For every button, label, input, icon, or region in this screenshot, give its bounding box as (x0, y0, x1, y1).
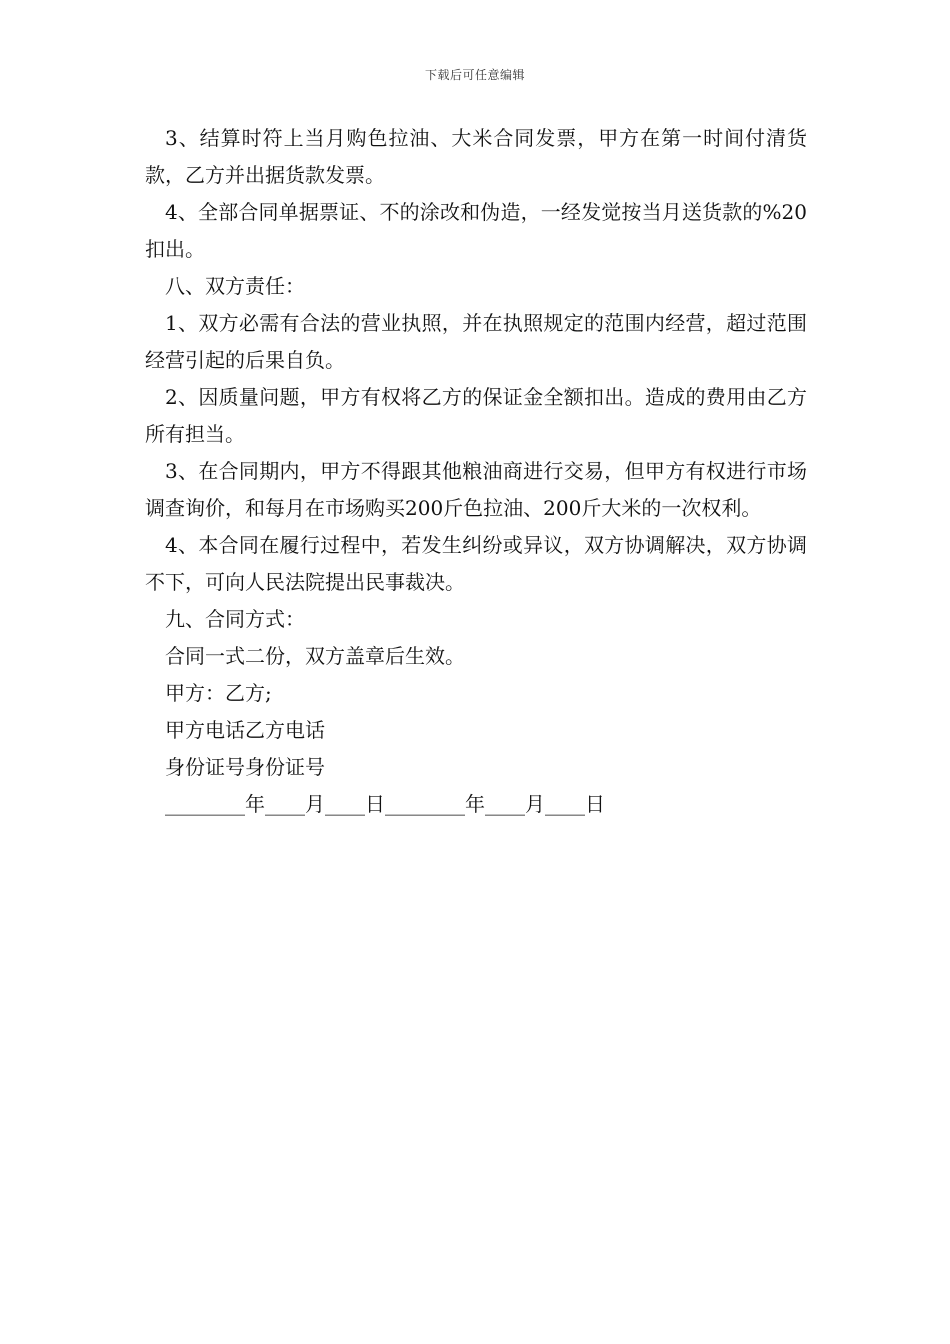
clause-copies-effective: 合同一式二份，双方盖章后生效。 (165, 644, 465, 668)
signature-phones: 甲方电话乙方电话 (165, 718, 325, 742)
signature-parties: 甲方：乙方; (165, 681, 272, 705)
clause-business-license: 1、双方必需有合法的营业执照，并在执照规定的范围内经营，超过范围经营引起的后果自负。 (145, 311, 807, 372)
page-header: 下载后可任意编辑 (424, 68, 525, 82)
signature-dates: ________年____月____日________年____月____日 (165, 792, 605, 816)
clause-quality-deposit: 2、因质量问题，甲方有权将乙方的保证金全额扣出。造成的费用由乙方所有担当。 (145, 385, 807, 446)
section-heading-contract-form: 九、合同方式： (165, 607, 305, 631)
document-body (145, 120, 807, 823)
section-heading-responsibilities: 八、双方责任： (165, 274, 305, 298)
clause-receipts-no-alteration: 4、全部合同单据票证、不的涂改和伪造，一经发觉按当月送货款的%20扣出。 (145, 200, 807, 261)
clause-dispute-resolution: 4、本合同在履行过程中，若发生纠纷或异议，双方协调解决，双方协调不下，可向人民法院提出民事裁决。 (145, 533, 807, 594)
signature-id-numbers: 身份证号身份证号 (165, 755, 325, 779)
clause-settlement-invoice: 3、结算时符上当月购色拉油、大米合同发票，甲方在第一时间付清货款，乙方并出据货款发票。 (145, 126, 807, 187)
clause-exclusive-trading: 3、在合同期内，甲方不得跟其他粮油商进行交易，但甲方有权进行市场调查询价，和每月在市场购买200斤色拉油、200斤大米的一次权利。 (145, 459, 807, 520)
